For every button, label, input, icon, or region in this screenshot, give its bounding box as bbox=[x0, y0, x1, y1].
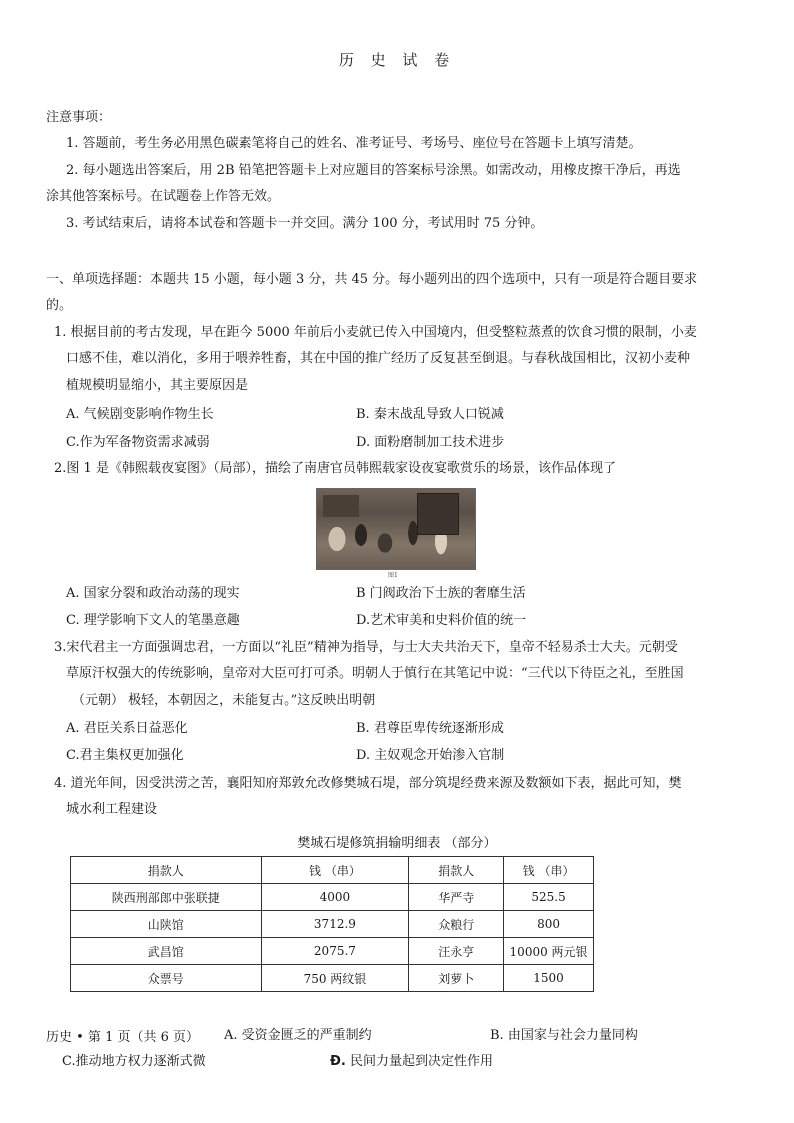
table-cell: 750 两纹银 bbox=[261, 965, 409, 992]
section-heading-cont: 的。 bbox=[46, 298, 73, 313]
q3-stem-line-3: （元朝） 极轻，本朝因之，未能复古。”这反映出明朝 bbox=[72, 693, 376, 708]
table-row bbox=[71, 884, 594, 911]
q4-option-d-text: 民间力量起到决定性作用 bbox=[349, 1054, 493, 1069]
table-header-cell: 捐款人 bbox=[409, 857, 504, 884]
q3-stem-line-1: 3.宋代君主一方面强调忠君，一方面以“礼臣”精神为指导，与士大夫共治天下，皇帝不轻易杀士大夫。元朝受 bbox=[54, 640, 678, 655]
table-cell: 华严寺 bbox=[409, 884, 504, 911]
page-footer: 历史 • 第 1 页（共 6 页） bbox=[46, 1030, 200, 1045]
table-cell: 2075.7 bbox=[261, 938, 409, 965]
page-title: 历 史 试 卷 bbox=[338, 51, 456, 69]
painting-bed-detail bbox=[323, 495, 359, 517]
q3-option-d: D. 主奴观念开始渗入官制 bbox=[356, 748, 505, 763]
q1-stem-line-2: 口感不佳，难以消化，多用于喂养牲畜，其在中国的推广经历了反复甚至倒退。与春秋战国相比，汉初小麦种 bbox=[66, 351, 691, 366]
table-cell: 汪永亨 bbox=[409, 938, 504, 965]
q4-stem-line-2: 城水利工程建设 bbox=[66, 802, 158, 817]
table-cell: 1500 bbox=[504, 965, 594, 992]
table-caption: 樊城石堤修筑捐输明细表 （部分） bbox=[297, 836, 497, 851]
q3-option-c: C.君主集权更加强化 bbox=[66, 748, 184, 763]
table-cell: 众票号 bbox=[71, 965, 262, 992]
table-cell: 525.5 bbox=[504, 884, 594, 911]
table-cell: 3712.9 bbox=[261, 911, 409, 938]
section-heading: 一、单项选择题：本题共 15 小题，每小题 3 分，共 45 分。每小题列出的四个选项中，只有一项是符合题目要求 bbox=[46, 272, 698, 287]
q1-option-b: B. 秦末战乱导致人口锐减 bbox=[356, 407, 504, 422]
q1-option-a: A. 气候剧变影响作物生长 bbox=[66, 407, 214, 422]
q2-option-a: A. 国家分裂和政治动荡的现实 bbox=[66, 586, 240, 601]
table-row bbox=[71, 965, 594, 992]
q4-option-d-letter: Đ. bbox=[330, 1054, 346, 1069]
q1-stem-line-3: 植规模明显缩小，其主要原因是 bbox=[66, 378, 249, 393]
night-revels-painting-image bbox=[316, 488, 476, 570]
table-cell: 4000 bbox=[261, 884, 409, 911]
notice-heading: 注意事项： bbox=[46, 110, 112, 125]
table-row bbox=[71, 911, 594, 938]
table-cell: 800 bbox=[504, 911, 594, 938]
table-header-row bbox=[71, 857, 594, 884]
figure-caption: 图1 bbox=[388, 572, 398, 579]
table-cell: 陕西刑部郎中张联捷 bbox=[71, 884, 262, 911]
table-header-cell: 钱 （串） bbox=[261, 857, 409, 884]
donation-table bbox=[70, 856, 594, 992]
notice-item-3: 3. 考试结束后，请将本试卷和答题卡一并交回。满分 100 分，考试用时 75 分钟。 bbox=[66, 216, 544, 231]
q2-stem: 2.图 1 是《韩熙载夜宴图》（局部），描绘了南唐官员韩熙载家设夜宴歌赏乐的场景，该作品体现了 bbox=[54, 461, 616, 476]
q4-option-d bbox=[330, 1052, 493, 1072]
q1-option-c: C.作为军备物资需求减弱 bbox=[66, 435, 210, 450]
table-cell: 众粮行 bbox=[409, 911, 504, 938]
table-cell: 武昌馆 bbox=[71, 938, 262, 965]
q2-option-c: C. 理学影响下文人的笔墨意趣 bbox=[66, 613, 240, 628]
table-row bbox=[71, 938, 594, 965]
table-cell: 刘萝卜 bbox=[409, 965, 504, 992]
q1-stem-line-1: 1. 根据目前的考古发现，早在距今 5000 年前后小麦就已传入中国境内，但受整粒蒸煮的饮食习惯的限制，小麦 bbox=[54, 325, 697, 340]
table-cell: 山陕馆 bbox=[71, 911, 262, 938]
notice-item-2-cont: 涂其他答案标号。在试题卷上作答无效。 bbox=[46, 189, 281, 204]
q3-stem-line-2: 草原汗权强大的传统影响，皇帝对大臣可打可杀。明朝人于慎行在其笔记中说：“三代以下待臣之礼，至胜国 bbox=[66, 666, 684, 681]
q3-option-b: B. 君尊臣卑传统逐渐形成 bbox=[356, 721, 504, 736]
notice-item-2: 2. 每小题选出答案后，用 2B 铅笔把答题卡上对应题目的答案标号涂黑。如需改动，用橡皮擦干净后，再选 bbox=[66, 163, 681, 178]
q4-option-a: A. 受资金匮乏的严重制约 bbox=[224, 1028, 372, 1043]
table-header-cell: 钱 （串） bbox=[504, 857, 594, 884]
table-header-cell: 捐款人 bbox=[71, 857, 262, 884]
q3-option-a: A. 君臣关系日益恶化 bbox=[66, 721, 188, 736]
q2-option-b: B 门阀政治下士族的奢靡生活 bbox=[356, 586, 526, 601]
q4-option-b: B. 由国家与社会力量同构 bbox=[490, 1028, 638, 1043]
notice-item-1: 1. 答题前，考生务必用黑色碳素笔将自己的姓名、准考证号、考场号、座位号在答题卡上填写清楚。 bbox=[66, 136, 642, 151]
table-cell: 10000 两元银 bbox=[504, 938, 594, 965]
q4-option-c: C.推动地方权力逐渐式微 bbox=[62, 1054, 206, 1069]
q4-stem-line-1: 4. 道光年间，因受洪涝之苦，襄阳知府郑敦允改修樊城石堤，部分筑堤经费来源及数额如下表，据此可知，樊 bbox=[54, 776, 682, 791]
q2-option-d: D.艺术审美和史料价值的统一 bbox=[356, 613, 527, 628]
q1-option-d: D. 面粉磨制加工技术进步 bbox=[356, 435, 505, 450]
painting-screen-detail bbox=[417, 493, 459, 535]
